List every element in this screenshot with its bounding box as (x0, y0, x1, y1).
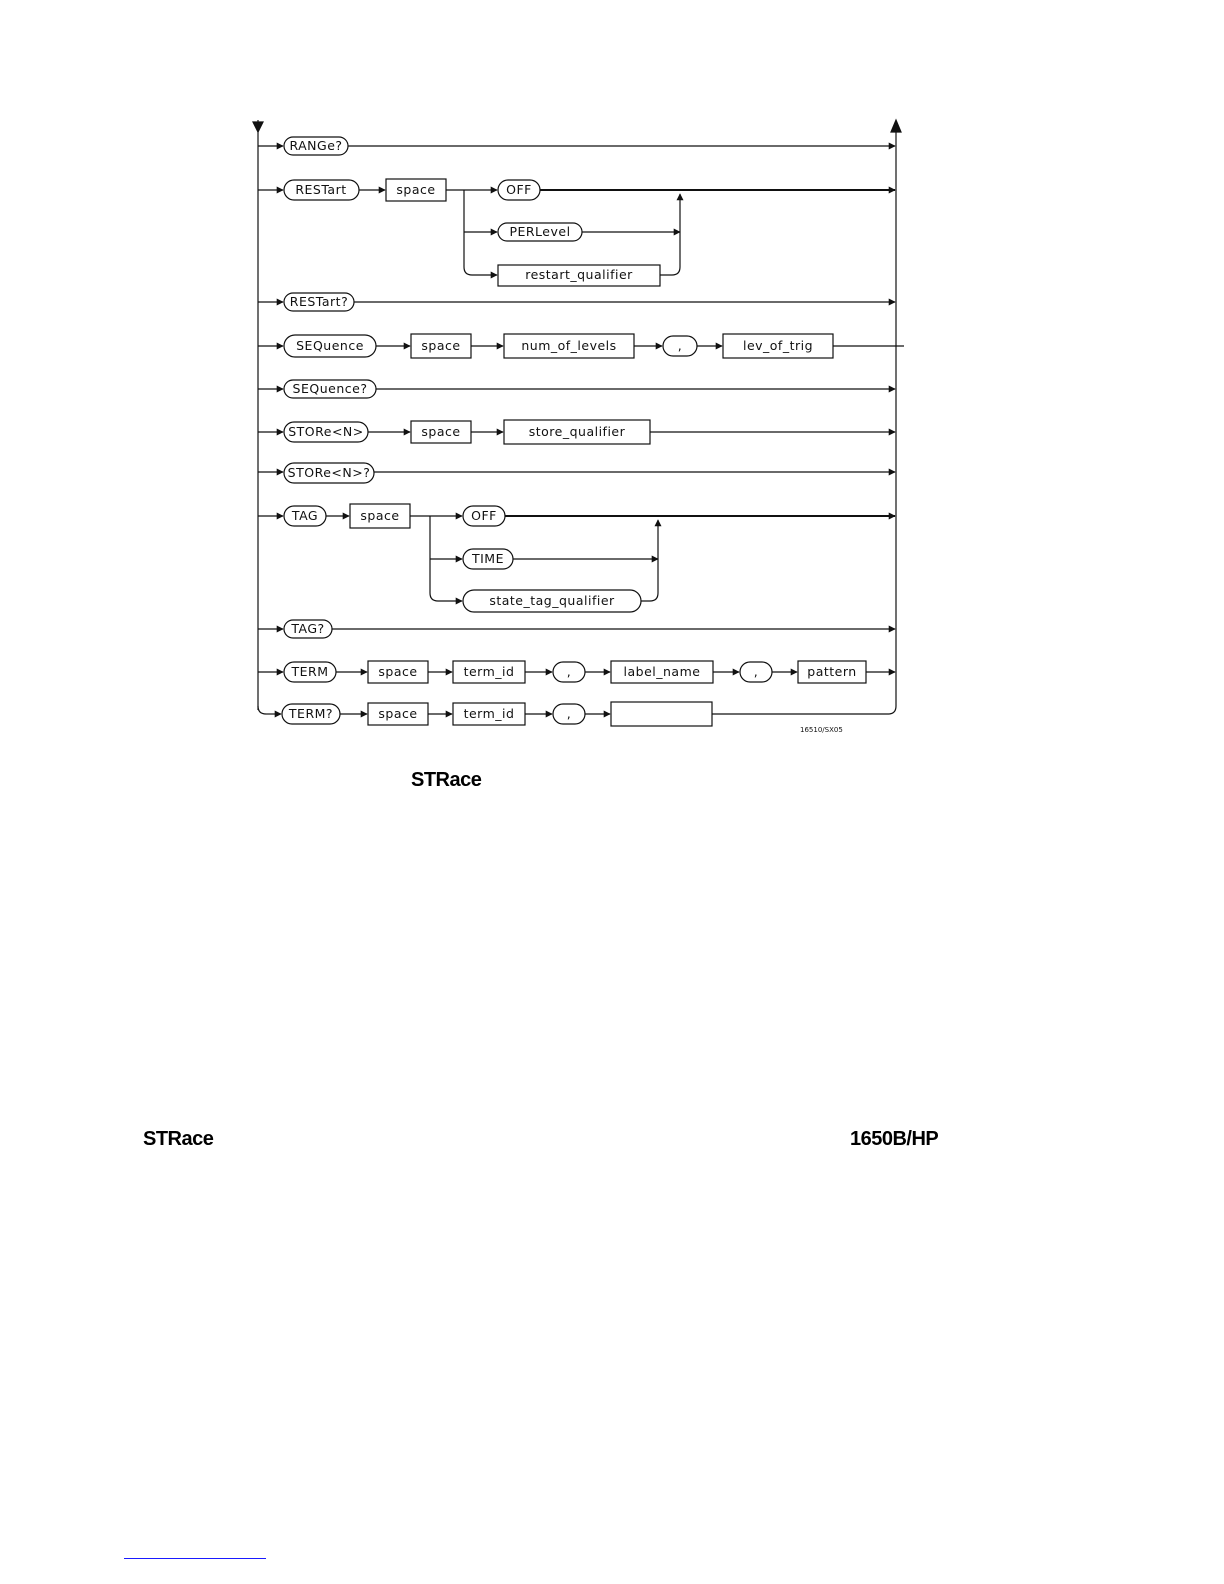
term-space-label: space (378, 664, 418, 679)
restart-space-label: space (396, 182, 436, 197)
tag-label: TAG (291, 508, 319, 523)
term-id-label: term_id (463, 664, 515, 679)
restart-qualifier-label: restart_qualifier (525, 267, 633, 282)
tag-off-label: OFF (471, 508, 497, 523)
tag-time-label: TIME (471, 551, 505, 566)
footer-rule (124, 1558, 266, 1559)
term-comma-label-1: , (566, 664, 572, 679)
restart-off-label: OFF (506, 182, 532, 197)
figure-caption: STRace (411, 769, 482, 791)
state-tag-qualifier-label: state_tag_qualifier (489, 593, 615, 608)
store-space-label: space (421, 424, 461, 439)
sequence-query-label: SEQuence? (292, 381, 368, 396)
footer-right-model: 1650B/HP (850, 1128, 939, 1150)
term-query-empty-box (611, 702, 712, 726)
term-label: TERM (291, 664, 329, 679)
term-query-label: TERM? (288, 706, 334, 721)
label-name-label: label_name (623, 664, 701, 679)
perlevel-label: PERLevel (509, 224, 571, 239)
sequence-space-label: space (421, 338, 461, 353)
term-query-id-label: term_id (463, 706, 515, 721)
lev-of-trig-label: lev_of_trig (742, 338, 814, 353)
restart-label: RESTart (295, 182, 347, 197)
store-label: STORe<N> (288, 424, 364, 439)
range-query-label: RANGe? (289, 138, 343, 153)
syntax-diagram (0, 0, 1224, 760)
sequence-comma-label: , (677, 338, 683, 353)
term-query-comma-label: , (566, 706, 572, 721)
footer-left-title: STRace (143, 1128, 214, 1150)
num-of-levels-label: num_of_levels (521, 338, 617, 353)
term-comma-label-2: , (753, 664, 759, 679)
restart-query-label: RESTart? (289, 294, 349, 309)
tag-space-label: space (360, 508, 400, 523)
left-rail-entry-arrow (253, 122, 263, 132)
store-query-label: STORe<N>? (287, 465, 371, 480)
sequence-label: SEQuence (296, 338, 364, 353)
figure-code: 16510/SX05 (800, 726, 843, 734)
right-rail-exit-arrow (891, 120, 901, 132)
term-query-space-label: space (378, 706, 418, 721)
tag-query-label: TAG? (291, 621, 325, 636)
pattern-label: pattern (807, 664, 857, 679)
store-qualifier-label: store_qualifier (528, 424, 626, 439)
